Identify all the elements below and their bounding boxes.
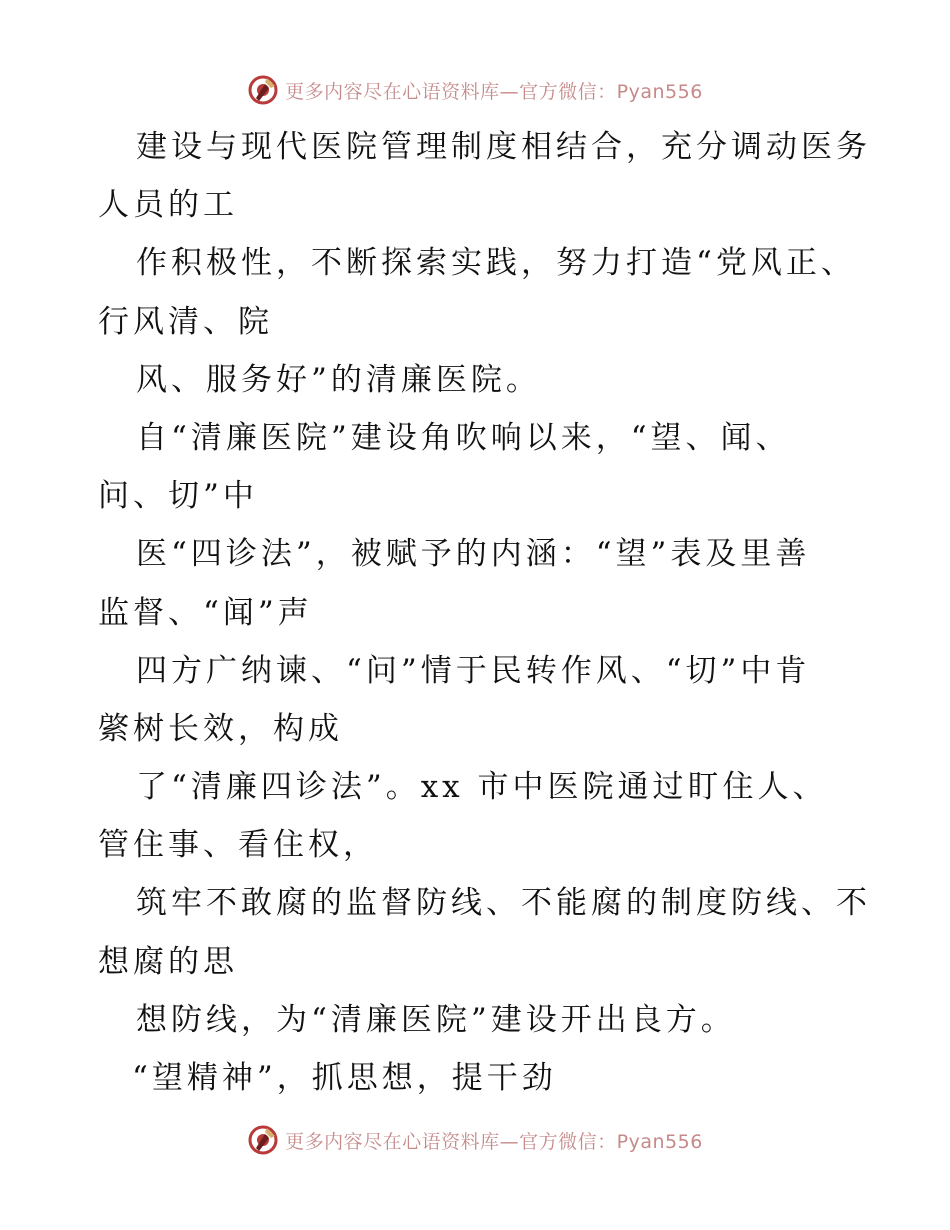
text-line: 了“清廉四诊法”。xx 市中医院通过盯住人、 (136, 769, 828, 806)
text-line: 人员的工 (98, 187, 238, 224)
text-line: 作积极性，不断探索实践，努力打造“党风正、 (136, 245, 856, 282)
red-circle-pen-logo-icon (247, 74, 279, 106)
text-line: 想腐的思 (98, 943, 238, 980)
text-line: 医“四诊法”，被赋予的内涵：“望”表及里善 (136, 536, 811, 573)
document-body (98, 118, 871, 1107)
text-line: 想防线，为“清廉医院”建设开出良方。 (136, 1001, 736, 1038)
footer-watermark (0, 1120, 950, 1160)
text-line: 问、切”中 (98, 478, 258, 515)
red-circle-pen-logo-icon (247, 1124, 279, 1156)
text-line: 綮树长效，构成 (98, 710, 343, 747)
watermark-text: 更多内容尽在心语资料库—官方微信：Pyan556 (285, 1130, 703, 1153)
text-line: “望精神”，抓思想，提干劲 (132, 1060, 557, 1096)
text-line: 建设与现代医院管理制度相结合，充分调动医务 (136, 129, 871, 165)
text-line: 自“清廉医院”建设角吹响以来，“望、闻、 (136, 419, 791, 456)
text-line: 管住事、看住权， (98, 827, 378, 864)
text-line: 筑牢不敢腐的监督防线、不能腐的制度防线、不 (136, 885, 871, 922)
text-line: 四方广纳谏、“问”情于民转作风、“切”中肯 (136, 652, 811, 689)
text-line: 风、服务好”的清廉医院。 (136, 361, 541, 398)
header-watermark (0, 70, 950, 110)
text-line: 行风清、院 (98, 303, 273, 340)
watermark-text: 更多内容尽在心语资料库—官方微信：Pyan556 (285, 80, 703, 103)
text-line: 监督、“闻”声 (98, 594, 313, 631)
